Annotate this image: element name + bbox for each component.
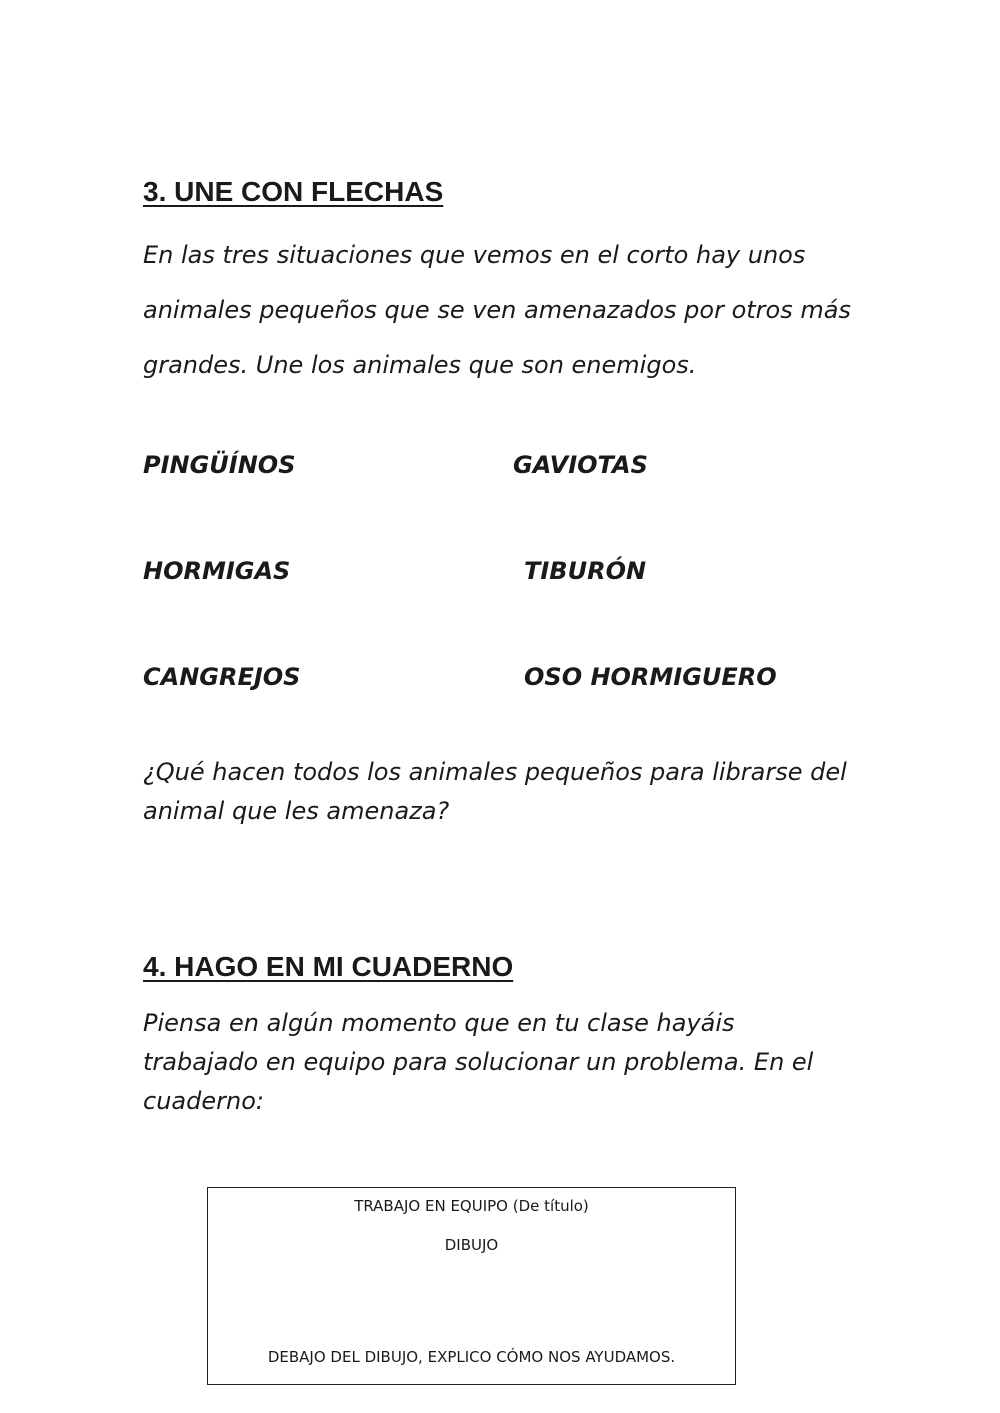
question-line: animal que les amenaza?	[143, 797, 450, 825]
animal-right-tiburon[interactable]: TIBURÓN	[524, 557, 647, 585]
animal-left-pinguinos[interactable]: PINGÜÍNOS	[143, 451, 296, 479]
instruction-line: Piensa en algún momento que en tu clase hayáis	[143, 1009, 735, 1037]
animal-right-gaviotas[interactable]: GAVIOTAS	[513, 451, 648, 479]
section-3-instructions	[143, 228, 883, 393]
box-footer: DEBAJO DEL DIBUJO, EXPLICO CÓMO NOS AYUDAMOS.	[267, 1348, 676, 1366]
animal-left-hormigas[interactable]: HORMIGAS	[143, 557, 291, 585]
instruction-line: animales pequeños que se ven amenazados por otros más	[143, 296, 851, 324]
section-4-heading: 4. HAGO EN MI CUADERNO	[143, 951, 514, 982]
instruction-line: trabajado en equipo para solucionar un problema. En el	[143, 1048, 814, 1076]
instruction-line: En las tres situaciones que vemos en el corto hay unos	[143, 241, 806, 269]
section-3-question	[143, 753, 883, 831]
box-title: TRABAJO EN EQUIPO (De título)	[354, 1197, 589, 1215]
animal-left-cangrejos[interactable]: CANGREJOS	[143, 663, 301, 691]
animal-right-oso-hormiguero[interactable]: OSO HORMIGUERO	[524, 663, 777, 691]
section-3-heading: 3. UNE CON FLECHAS	[143, 176, 444, 207]
instruction-line: cuaderno:	[143, 1087, 264, 1115]
question-line: ¿Qué hacen todos los animales pequeños para librarse del	[143, 758, 847, 786]
notebook-template-box	[207, 1187, 736, 1385]
section-4-instructions	[143, 1004, 883, 1121]
box-drawing-label: DIBUJO	[444, 1236, 499, 1254]
instruction-line: grandes. Une los animales que son enemigos.	[143, 351, 697, 379]
